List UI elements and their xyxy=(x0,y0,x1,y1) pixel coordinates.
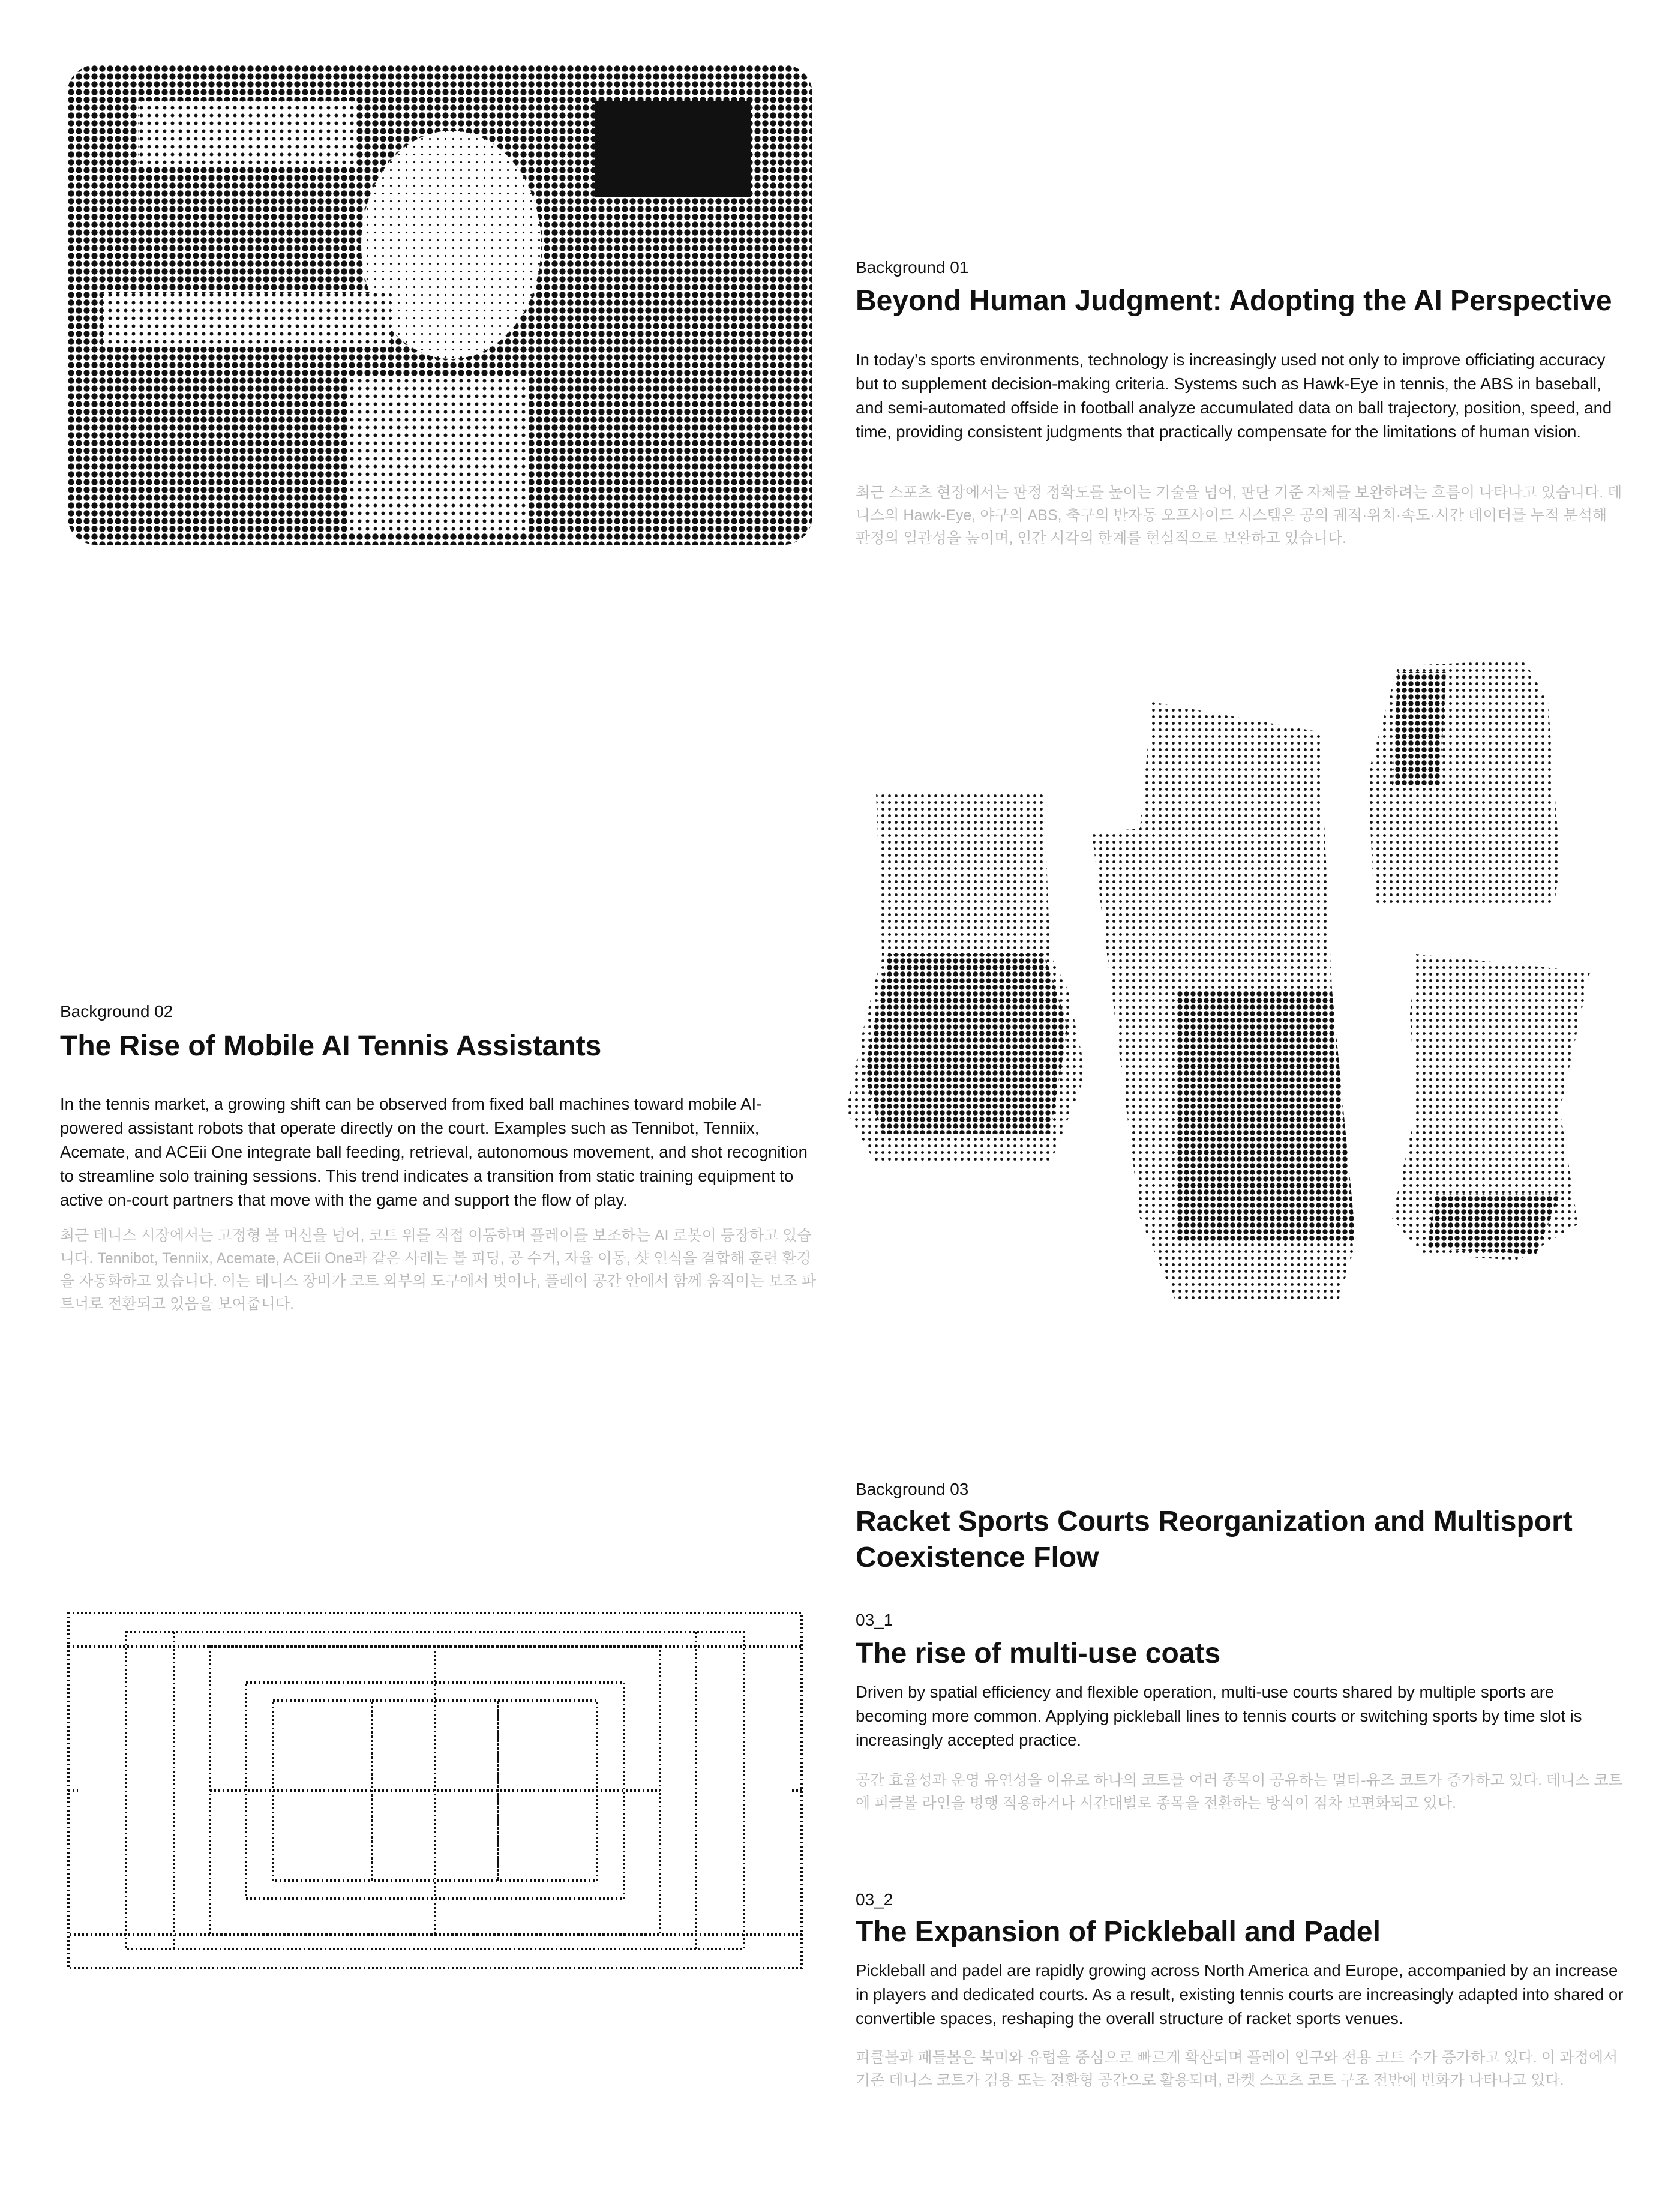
subsection-body-ko-03-1: 공간 효율성과 운영 유연성을 이유로 하나의 코트를 여러 종목이 공유하는 멀티-유즈 코트가 증가하고 있다. 테니스 코트에 피클볼 라인을 병행 적용하거나 시간대별로 종목을 전환하는 방식이 점차 보편화되고 있다. xyxy=(856,1772,1623,1812)
subsection-label-03-2: 03_2 xyxy=(856,1890,893,1909)
section-title-bg03: Racket Sports Courts Reorganization and Multisport Coexistence Flow xyxy=(856,1506,1573,1573)
section-label-bg01: Background 01 xyxy=(856,258,969,277)
multisport-court-diagram xyxy=(66,1611,804,1971)
robots-halftone-collage xyxy=(840,654,1614,1320)
robots-illustration xyxy=(840,654,1614,1320)
subsection-body-en-03-2: Pickleball and padel are rapidly growing across North America and Europe, accompanied by an increase in players and dedicated courts. As a result, existing tennis courts are increasingly adapted into shared or convertible spaces, reshaping the overall structure of racket sports venues. xyxy=(856,1961,1624,2028)
section-label-bg02: Background 02 xyxy=(60,1002,173,1021)
section-label-bg03: Background 03 xyxy=(856,1480,969,1498)
section-body-ko-bg02: 최근 테니스 시장에서는 고정형 볼 머신을 넘어, 코트 위를 직접 이동하며 플레이를 보조하는 AI 로봇이 등장하고 있습니다. Tennibot, Tenniix, Acemate, ACEii One과 같은 사례는 볼 피딩, 공 수거, 자율 이동, 샷 인식을 결합해 훈련 환경을 자동화하고 있습니다. 이는 테니스 장비가 코트 외부의 도구에서 벗어나, 플레이 공간 안에서 함께 움직이는 보조 파트너로 전환되고 있음을 보여줍니다. xyxy=(60,1227,817,1312)
subsection-title-03-2: The Expansion of Pickleball and Padel xyxy=(856,1916,1381,1948)
court-lines xyxy=(66,1611,804,1971)
section-title-bg01: Beyond Human Judgment: Adopting the AI Perspective xyxy=(856,285,1612,317)
halftone-photo xyxy=(67,65,812,545)
hawkeye-halftone-image xyxy=(67,65,812,545)
section-body-en-bg02: In the tennis market, a growing shift can be observed from fixed ball machines toward mobile AI-powered assistant robots that operate directly on the court. Examples such as Tennibot, Tenniix, Acemate, and ACEii One integrate ball feeding, retrieval, autonomous movement, and shot recognition to streamline solo training sessions. This trend indicates a transition from static training equipment to active on-court partners that move with the game and support the flow of play. xyxy=(60,1094,808,1209)
subsection-title-03-1: The rise of multi-use coats xyxy=(856,1638,1221,1669)
subsection-body-ko-03-2: 피클볼과 패들볼은 북미와 유럽을 중심으로 빠르게 확산되며 플레이 인구와 전용 코트 수가 증가하고 있다. 이 과정에서 기존 테니스 코트가 겸용 또는 전환형 공간으로 활용되며, 라켓 스포츠 코트 구조 전반에 변화가 나타나고 있다. xyxy=(856,2049,1618,2089)
section-title-bg02: The Rise of Mobile AI Tennis Assistants xyxy=(60,1030,602,1062)
subsection-label-03-1: 03_1 xyxy=(856,1611,893,1629)
section-body-en-bg01: In today’s sports environments, technology is increasingly used not only to improve officiating accuracy but to supplement decision-making criteria. Systems such as Hawk-Eye in tennis, the ABS in baseball, and semi-automated offside in football analyze accumulated data on ball trajectory, position, speed, and time, providing consistent judgments that practically compensate for the limitations of human vision. xyxy=(856,350,1612,441)
subsection-body-en-03-1: Driven by spatial efficiency and flexible operation, multi-use courts shared by multiple sports are becoming more common. Applying pickleball lines to tennis courts or switching sports by time slot is increasingly accepted practice. xyxy=(856,1683,1582,1749)
section-body-ko-bg01: 최근 스포츠 현장에서는 판정 정확도를 높이는 기술을 넘어, 판단 기준 자체를 보완하려는 흐름이 나타나고 있습니다. 테니스의 Hawk-Eye, 야구의 ABS, 축구의 반자동 오프사이드 시스템은 공의 궤적·위치·속도·시간 데이터를 누적 분석해 판정의 일관성을 높이며, 인간 시각의 한계를 현실적으로 보완하고 있습니다. xyxy=(856,484,1622,547)
